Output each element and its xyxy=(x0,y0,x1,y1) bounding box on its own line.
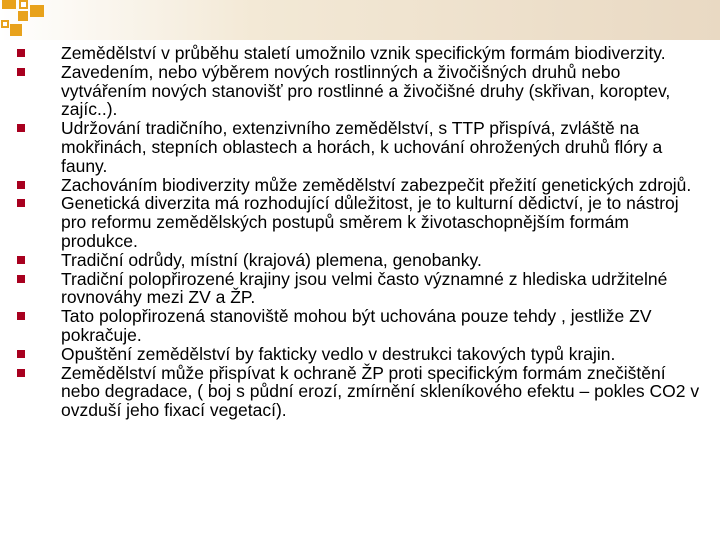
bullet-list xyxy=(0,44,720,420)
list-item xyxy=(0,44,720,63)
square-bullet-icon xyxy=(17,181,25,189)
square-bullet-icon xyxy=(17,124,25,132)
bullet-text: Tradiční polopřirozené krajiny jsou velmi často významné z hlediska udržitelné rovnováhy mezi ZV a ŽP. xyxy=(61,268,668,308)
bullet-text: Tradiční odrůdy, místní (krajová) plemena, genobanky. xyxy=(61,249,482,270)
header-band xyxy=(0,0,720,40)
bullet-text: Zemědělství může přispívat k ochraně ŽP proti specifickým formám znečištění nebo degradace, ( boj s půdní erozí, zmírnění skleníkového efektu – pokles CO2 v ovzduší jeho fixací vegetací). xyxy=(61,362,700,421)
list-item xyxy=(0,119,720,175)
list-item xyxy=(0,194,720,250)
list-item xyxy=(0,307,720,345)
square-bullet-icon xyxy=(17,256,25,264)
square-bullet-icon xyxy=(17,68,25,76)
bullet-text: Opuštění zemědělství by fakticky vedlo v destrukci takových typů krajin. xyxy=(61,343,616,364)
square-bullet-icon xyxy=(17,312,25,320)
square-bullet-icon xyxy=(17,369,25,377)
bullet-text: Zachováním biodiverzity může zemědělství zabezpečit přežití genetických zdrojů. xyxy=(61,174,692,195)
square-bullet-icon xyxy=(17,199,25,207)
square-bullet-icon xyxy=(17,275,25,283)
decorative-squares-logo xyxy=(0,0,50,44)
bullet-text: Zavedením, nebo výběrem nových rostlinných a živočišných druhů nebo vytvářením nových stanovišť pro rostlinné a živočišné druhy (skřivan, koroptev, zajíc..). xyxy=(61,61,671,120)
square-bullet-icon xyxy=(17,350,25,358)
bullet-text: Zemědělství v průběhu staletí umožnilo vznik specifickým formám biodiverzity. xyxy=(61,43,666,63)
bullet-text: Tato polopřirozená stanoviště mohou být uchována pouze tehdy , jestliže ZV pokračuje. xyxy=(61,306,652,345)
square-bullet-icon xyxy=(17,49,25,57)
list-item xyxy=(0,364,720,420)
list-item xyxy=(0,345,720,364)
list-item xyxy=(0,176,720,195)
list-item xyxy=(0,251,720,270)
list-item xyxy=(0,270,720,308)
list-item xyxy=(0,63,720,119)
bullet-text: Genetická diverzita má rozhodující důležitost, je to kulturní dědictví, je to nástroj pro reformu zemědělských postupů směrem k životaschopnějším formám produkce. xyxy=(61,193,679,251)
bullet-text: Udržování tradičního, extenzivního zemědělství, s TTP přispívá, zvláště na mokřinách, stepních oblastech a horách, k uchování ohrožených druhů flóry a fauny. xyxy=(61,118,663,176)
